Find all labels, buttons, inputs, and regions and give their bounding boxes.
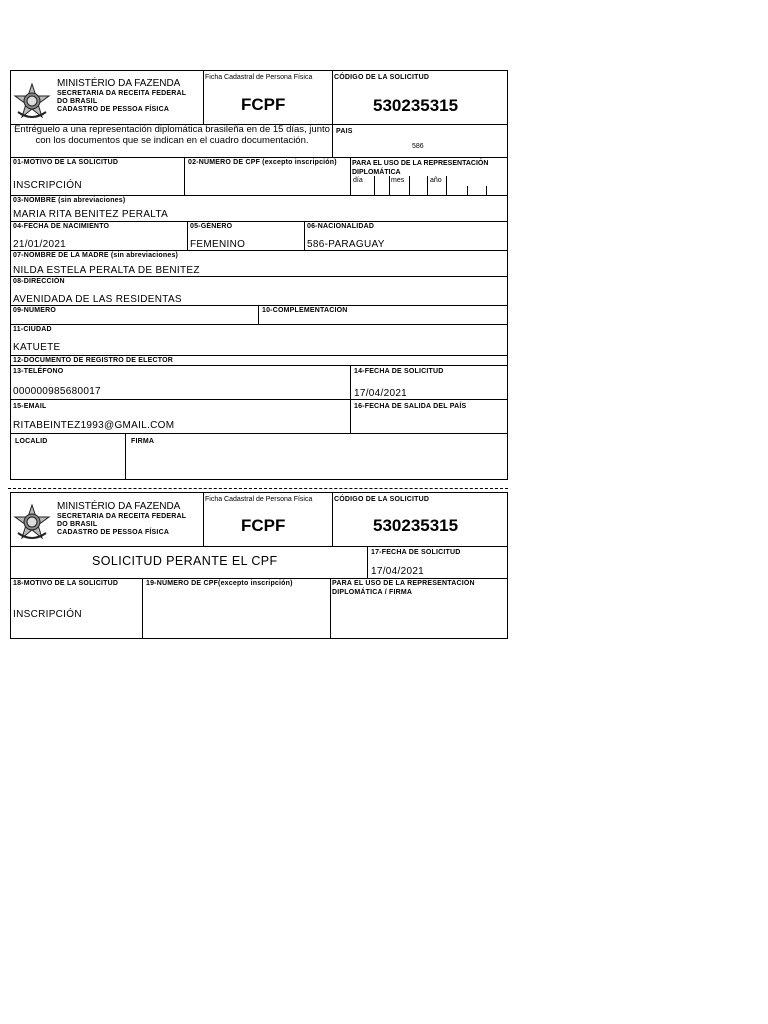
f18-label: 18-MOTIVO DE LA SOLICITUD bbox=[13, 580, 119, 587]
f03-value: MARIA RITA BENITEZ PERALTA bbox=[13, 209, 169, 220]
ministry-name: MINISTÉRIO DA FAZENDA bbox=[57, 78, 181, 89]
f08-value: AVENIDADA DE LAS RESIDENTAS bbox=[13, 294, 182, 305]
f05-label: 05-GÉNERO bbox=[190, 223, 233, 230]
localid-label: LOCALID bbox=[15, 438, 48, 445]
stub-ministry-name: MINISTÉRIO DA FAZENDA bbox=[57, 501, 181, 512]
mes-label: mes bbox=[391, 177, 405, 184]
f13-label: 13-TELÉFONO bbox=[13, 368, 64, 375]
f04-value: 21/01/2021 bbox=[13, 239, 67, 250]
registry-name: CADASTRO DE PESSOA FÍSICA bbox=[57, 106, 170, 113]
row-firma bbox=[10, 433, 508, 480]
f17-value: 17/04/2021 bbox=[371, 566, 425, 577]
stub-code-label: CÓDIGO DE LA SOLICITUD bbox=[334, 496, 430, 503]
f18-value: INSCRIPCIÓN bbox=[13, 609, 82, 620]
f19-label: 19-NÚMERO DE CPF(excepto inscripción) bbox=[146, 580, 293, 587]
f11-label: 11-CIUDAD bbox=[13, 326, 52, 333]
code-value: 530235315 bbox=[373, 96, 459, 115]
diplomatic-use-label: PARA EL USO DE LA REPRESENTACIÓN DIPLOMÁTICA bbox=[352, 160, 489, 176]
f15-value: RITABEINTEZ1993@GMAIL.COM bbox=[13, 420, 175, 431]
stub-country-name: DO BRASIL bbox=[57, 521, 98, 528]
stub-diplomatic-label-2: DIPLOMÁTICA / FIRMA bbox=[332, 589, 413, 596]
f05-value: FEMENINO bbox=[190, 239, 246, 250]
f01-value: INSCRIPCIÓN bbox=[13, 180, 82, 191]
f08-label: 08-DIRECCIÓN bbox=[13, 278, 65, 285]
f12-label: 12-DOCUMENTO DE REGISTRO DE ELECTOR bbox=[13, 357, 173, 364]
notice-text: Entréguelo a una representación diplomática brasileña en de 15 días, junto con los documentos que se indican en el cuadro documentación. bbox=[14, 124, 330, 146]
stub-diplomatic-label-1: PARA EL USO DE LA REPRESENTACIÓN bbox=[332, 580, 475, 587]
dia-label: día bbox=[353, 177, 363, 184]
f06-label: 06-NACIONALIDAD bbox=[307, 223, 375, 230]
cut-line bbox=[8, 488, 508, 489]
f17-label: 17-FECHA DE SOLICITUD bbox=[371, 549, 461, 556]
stub-secretariat-name: SECRETARIA DA RECEITA FEDERAL bbox=[57, 513, 187, 520]
stub-registry-name: CADASTRO DE PESSOA FÍSICA bbox=[57, 529, 170, 536]
f09-label: 09-NÚMERO bbox=[13, 307, 57, 314]
pais-value: 586 bbox=[412, 143, 424, 150]
f04-label: 04-FECHA DE NACIMIENTO bbox=[13, 223, 110, 230]
firma-label: FIRMA bbox=[131, 438, 155, 445]
stub-motivo-row bbox=[10, 578, 508, 639]
stub-code-value: 530235315 bbox=[373, 516, 459, 535]
row-ciudad bbox=[10, 324, 508, 356]
f13-value: 000000985680017 bbox=[13, 386, 101, 397]
f01-label: 01-MOTIVO DE LA SOLICITUD bbox=[13, 159, 119, 166]
stub-form-code: FCPF bbox=[241, 516, 286, 535]
brazil-coat-of-arms-icon bbox=[12, 503, 52, 543]
f16-label: 16-FECHA DE SALIDA DEL PAÍS bbox=[354, 403, 467, 410]
brazil-coat-of-arms-icon bbox=[12, 82, 52, 122]
code-label: CÓDIGO DE LA SOLICITUD bbox=[334, 74, 430, 81]
f03-label: 03-NOMBRE (sin abreviaciones) bbox=[13, 197, 126, 204]
pais-label: PAIS bbox=[336, 128, 353, 135]
country-name: DO BRASIL bbox=[57, 98, 98, 105]
f15-label: 15-EMAIL bbox=[13, 403, 47, 410]
f14-value: 17/04/2021 bbox=[354, 388, 408, 399]
f10-label: 10-COMPLEMENTACIÓN bbox=[262, 307, 348, 314]
secretariat-name: SECRETARIA DA RECEITA FEDERAL bbox=[57, 90, 187, 97]
form-code: FCPF bbox=[241, 95, 286, 114]
stub-title: SOLICITUD PERANTE EL CPF bbox=[92, 554, 278, 568]
f06-value: 586-PARAGUAY bbox=[307, 239, 385, 250]
f14-label: 14-FECHA DE SOLICITUD bbox=[354, 368, 444, 375]
ano-label: año bbox=[430, 177, 442, 184]
f07-value: NILDA ESTELA PERALTA DE BENITEZ bbox=[13, 265, 200, 276]
f02-label: 02-NÚMERO DE CPF (excepto inscripción) bbox=[188, 159, 337, 166]
stub-form-caption: Ficha Cadastral de Persona Física bbox=[205, 496, 313, 503]
form-caption: Ficha Cadastral de Persona Física bbox=[205, 74, 313, 81]
row-numero bbox=[10, 305, 508, 325]
f11-value: KATUETE bbox=[13, 342, 61, 353]
f07-label: 07-NOMBRE DE LA MADRE (sin abreviaciones) bbox=[13, 252, 179, 259]
